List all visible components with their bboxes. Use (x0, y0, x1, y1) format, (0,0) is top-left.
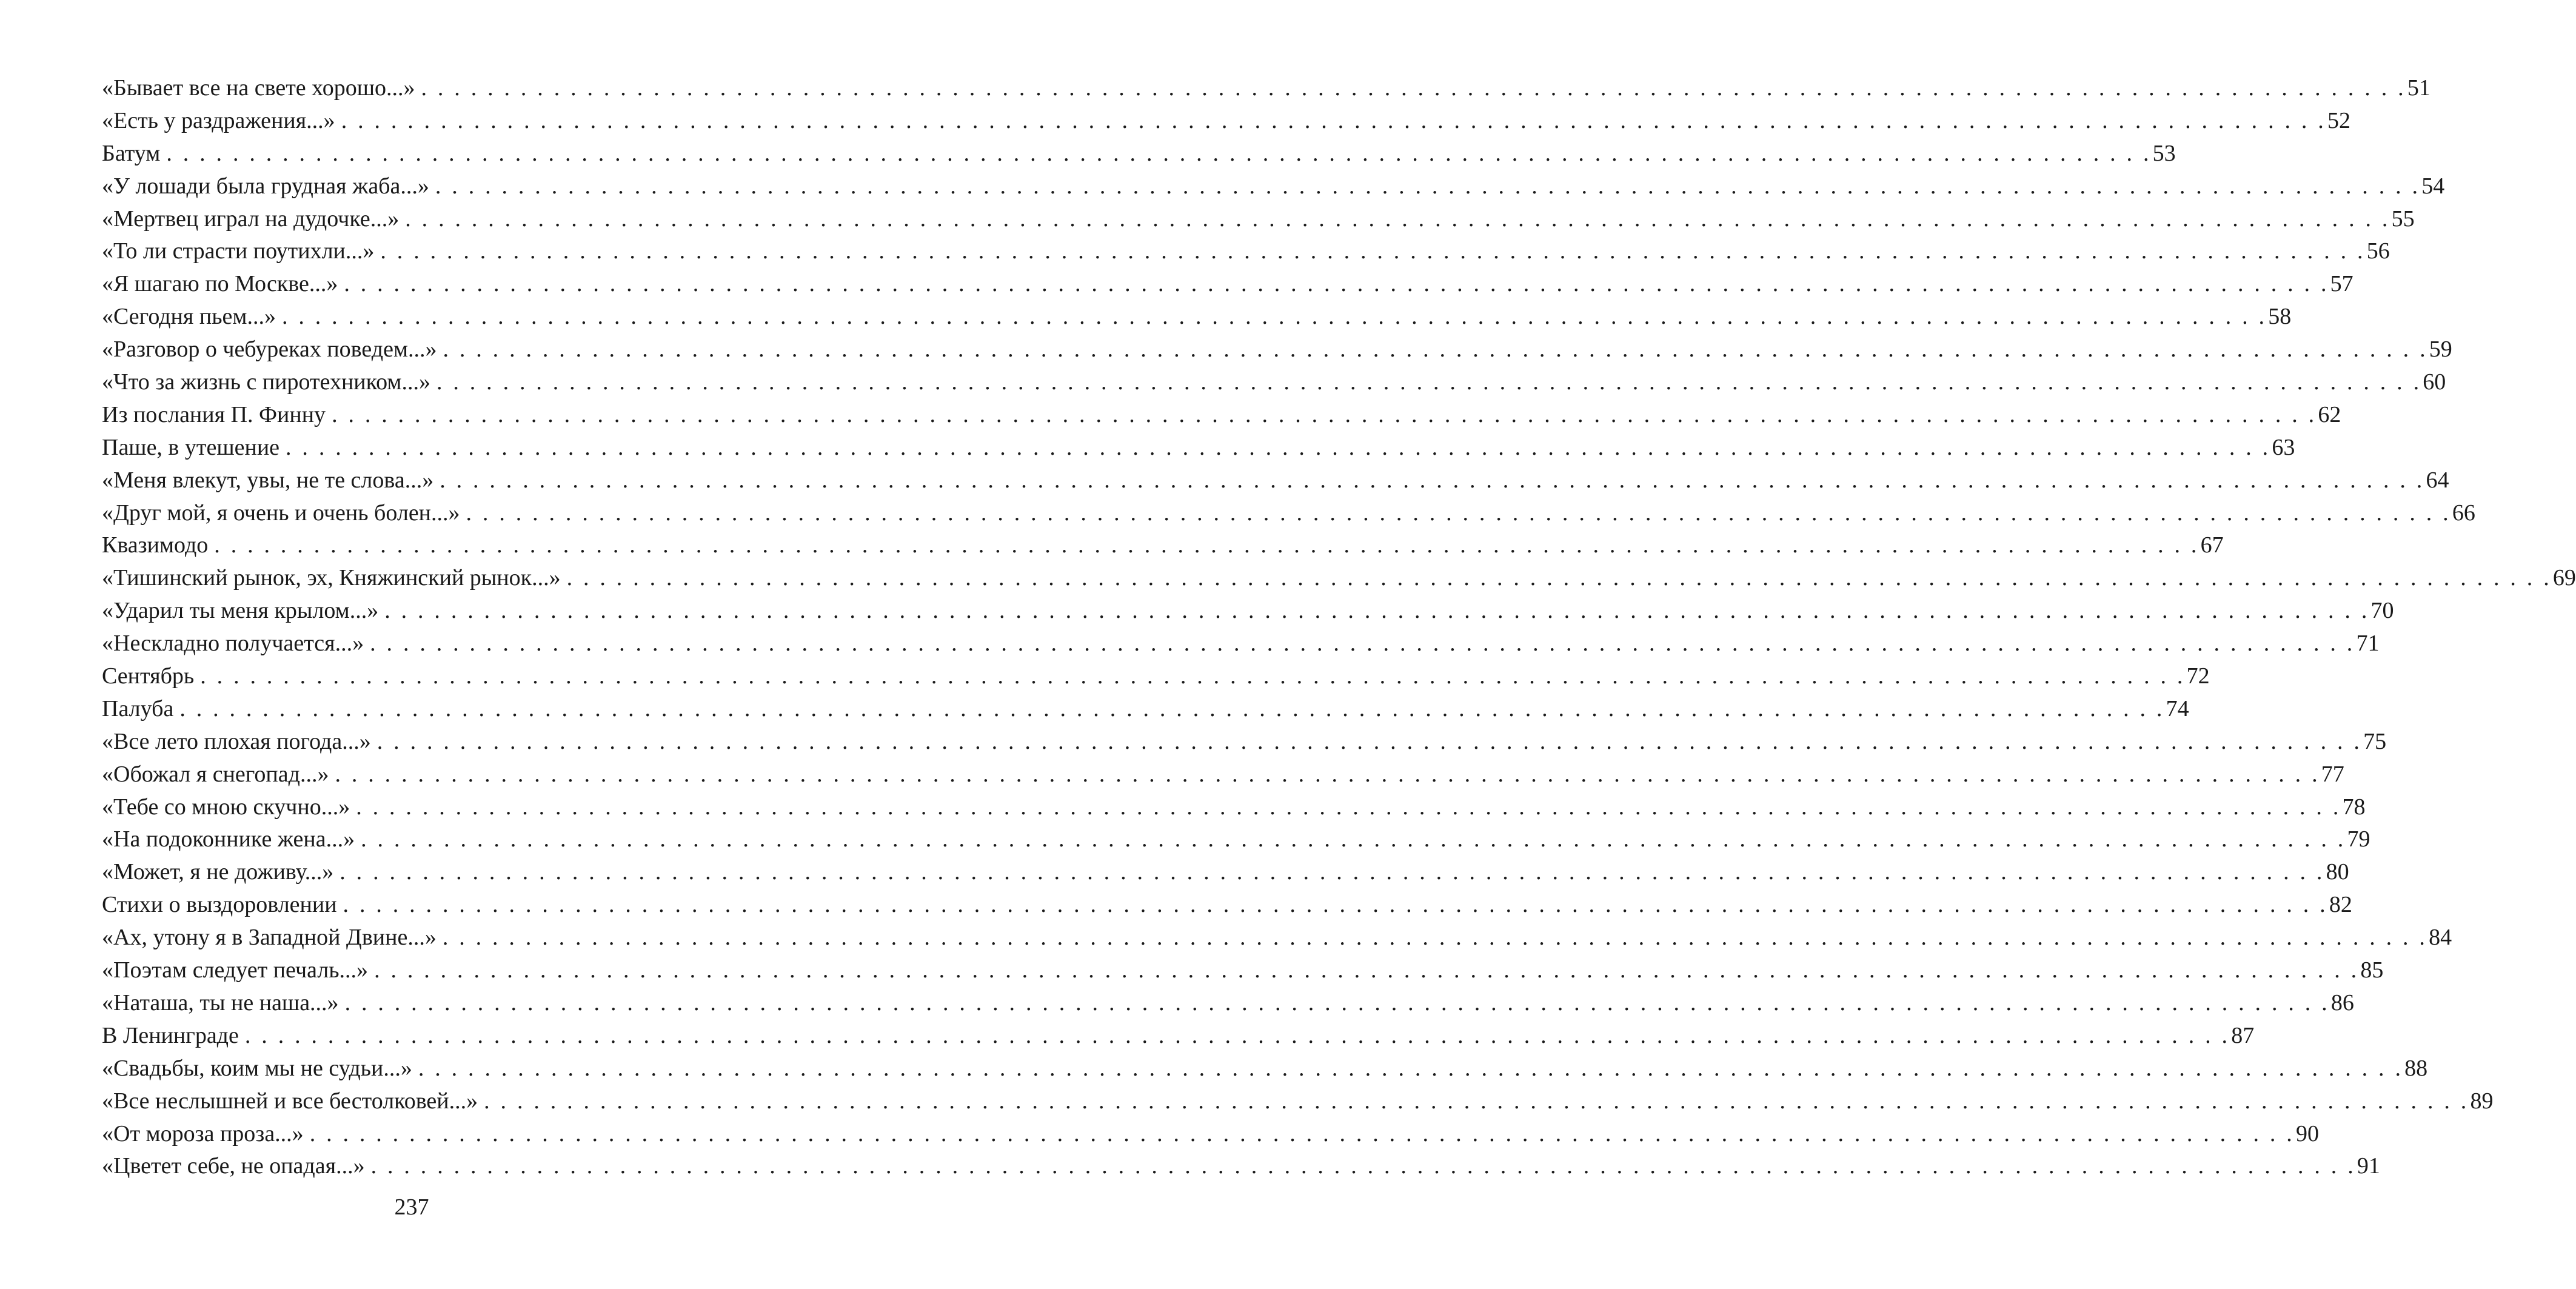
toc-entry-title: «Меня влекут, увы, не те слова...» (102, 467, 434, 493)
toc-entry (102, 856, 2349, 889)
toc-entry-page-number: 55 (2391, 206, 2415, 232)
toc-entry-title: «Есть у раздражения...» (102, 107, 335, 133)
toc-entry-title: «Что за жизнь с пиротехником...» (102, 369, 430, 395)
toc-entry (102, 497, 2475, 530)
toc-entry-title: Из послания П. Финну (102, 401, 326, 427)
toc-entry (102, 595, 2394, 628)
toc-entry-page-number: 62 (2318, 401, 2341, 427)
toc-entry-page-number: 78 (2342, 794, 2366, 820)
toc-entry-page-number: 74 (2166, 695, 2189, 722)
dot-leader: . . . . . . . . . . . . . . . . . . . . . . . . . . . . . . . . . . . . . . . . . . . . . . . . . . . . . . . . . . . . . . . . . . . . . . . . . . . . . . . . . . . . . . . . . . . . . . . . . . . . . . . . . . . . . . . . . . . . . . . . (442, 925, 2428, 951)
toc-entry-page-number: 57 (2330, 271, 2354, 297)
toc-entry-title: «Свадьбы, коим мы не судьи...» (102, 1055, 412, 1081)
toc-entry (102, 889, 2352, 922)
dot-leader: . . . . . . . . . . . . . . . . . . . . . . . . . . . . . . . . . . . . . . . . . . . . . . . . . . . . . . . . . . . . . . . . . . . . . . . . . . . . . . . . . . . . . . . . . . . . . . . . . . . . . . . . . . . . . . . . . . . . . . . . (332, 401, 2317, 427)
dot-leader: . . . . . . . . . . . . . . . . . . . . . . . . . . . . . . . . . . . . . . . . . . . . . . . . . . . . . . . . . . . . . . . . . . . . . . . . . . . . . . . . . . . . . . . . . . . . . . . . . . . . . . . . . . . . . . . . . . . . . . . . (356, 794, 2341, 820)
toc-entry-page-number: 56 (2366, 238, 2390, 264)
toc-entry-title: Стихи о выздоровлении (102, 892, 337, 918)
dot-leader: . . . . . . . . . . . . . . . . . . . . . . . . . . . . . . . . . . . . . . . . . . . . . . . . . . . . . . . . . . . . . . . . . . . . . . . . . . . . . . . . . . . . . . . . . . . . . . . . . . . . . . . . . . . . . . . . . . . . . . . . (343, 892, 2328, 918)
toc-entry-page-number: 53 (2152, 140, 2176, 166)
dot-leader: . . . . . . . . . . . . . . . . . . . . . . . . . . . . . . . . . . . . . . . . . . . . . . . . . . . . . . . . . . . . . . . . . . . . . . . . . . . . . . . . . . . . . . . . . . . . . . . . . . . . . . . . . . . . . . . . . . . . . . . . (179, 695, 2165, 722)
toc-entry (102, 1053, 2428, 1085)
toc-entry-title: «Все лето плохая погода...» (102, 728, 371, 754)
dot-leader: . . . . . . . . . . . . . . . . . . . . . . . . . . . . . . . . . . . . . . . . . . . . . . . . . . . . . . . . . . . . . . . . . . . . . . . . . . . . . . . . . . . . . . . . . . . . . . . . . . . . . . . . . . . . . . . . . . . . . . . . (374, 957, 2360, 983)
toc-entry (102, 628, 2380, 660)
toc-entry (102, 170, 2445, 203)
toc-entry-title: «Сегодня пьем...» (102, 304, 276, 330)
toc-entry (102, 366, 2446, 399)
toc-entry (102, 235, 2390, 268)
toc-entry-title: «Разговор о чебуреках поведем...» (102, 336, 437, 363)
toc-entry-title: «Мертвец играл на дудочке...» (102, 206, 400, 232)
toc-entry-page-number: 69 (2552, 565, 2576, 591)
dot-leader: . . . . . . . . . . . . . . . . . . . . . . . . . . . . . . . . . . . . . . . . . . . . . . . . . . . . . . . . . . . . . . . . . . . . . . . . . . . . . . . . . . . . . . . . . . . . . . . . . . . . . . . . . . . . . . . . . . . . . . . . (335, 761, 2320, 787)
dot-leader: . . . . . . . . . . . . . . . . . . . . . . . . . . . . . . . . . . . . . . . . . . . . . . . . . . . . . . . . . . . . . . . . . . . . . . . . . . . . . . . . . . . . . . . . . . . . . . . . . . . . . . . . . . . . . . . . . . . . . . . . (344, 271, 2329, 297)
page-number: 237 (394, 1194, 429, 1220)
toc-entry (102, 301, 2292, 333)
toc-entry-page-number: 52 (2327, 107, 2350, 133)
toc-entry (102, 72, 2430, 105)
toc-entry-title: «Обожал я снегопад...» (102, 761, 329, 787)
toc-entry-page-number: 80 (2326, 859, 2349, 885)
dot-leader: . . . . . . . . . . . . . . . . . . . . . . . . . . . . . . . . . . . . . . . . . . . . . . . . . . . . . . . . . . . . . . . . . . . . . . . . . . . . . . . . . . . . . . . . . . . . . . . . . . . . . . . . . . . . . . . . . . . . . . . . (340, 859, 2325, 885)
toc-entry (102, 660, 2210, 693)
dot-leader: . . . . . . . . . . . . . . . . . . . . . . . . . . . . . . . . . . . . . . . . . . . . . . . . . . . . . . . . . . . . . . . . . . . . . . . . . . . . . . . . . . . . . . . . . . . . . . . . . . . . . . . . . . . . . . . . . . . . . . . . (344, 989, 2330, 1016)
dot-leader: . . . . . . . . . . . . . . . . . . . . . . . . . . . . . . . . . . . . . . . . . . . . . . . . . . . . . . . . . . . . . . . . . . . . . . . . . . . . . . . . . . . . . . . . . . . . . . . . . . . . . . . . . . . . . . . . . . . . . . . . (370, 1153, 2356, 1179)
toc-entry (102, 758, 2344, 791)
toc-entry-page-number: 91 (2357, 1153, 2380, 1179)
dot-leader: . . . . . . . . . . . . . . . . . . . . . . . . . . . . . . . . . . . . . . . . . . . . . . . . . . . . . . . . . . . . . . . . . . . . . . . . . . . . . . . . . . . . . . . . . . . . . . . . . . . . . . . . . . . . . . . . . . . . . . . . (436, 369, 2422, 395)
toc-entry (102, 1020, 2255, 1053)
toc-entry-page-number: 66 (2452, 500, 2475, 526)
toc-entry-page-number: 67 (2200, 532, 2224, 558)
toc-entry-title: Паше, в утешение (102, 434, 280, 460)
toc-entry-title: «Тебе со мною скучно...» (102, 794, 350, 820)
toc-entry (102, 529, 2224, 562)
dot-leader: . . . . . . . . . . . . . . . . . . . . . . . . . . . . . . . . . . . . . . . . . . . . . . . . . . . . . . . . . . . . . . . . . . . . . . . . . . . . . . . . . . . . . . . . . . . . . . . . . . . . . . . . . . . . . . . . . . . . . . . . (566, 565, 2552, 591)
toc-entry-title: «На подоконнике жена...» (102, 826, 355, 852)
toc-entry-page-number: 72 (2186, 663, 2210, 689)
toc-entry-title: «У лошади была грудная жаба...» (102, 173, 429, 199)
toc-entry-title: Сентябрь (102, 663, 195, 689)
dot-leader: . . . . . . . . . . . . . . . . . . . . . . . . . . . . . . . . . . . . . . . . . . . . . . . . . . . . . . . . . . . . . . . . . . . . . . . . . . . . . . . . . . . . . . . . . . . . . . . . . . . . . . . . . . . . . . . . . . . . . . . . (281, 304, 2267, 330)
toc-entry (102, 138, 2176, 170)
dot-leader: . . . . . . . . . . . . . . . . . . . . . . . . . . . . . . . . . . . . . . . . . . . . . . . . . . . . . . . . . . . . . . . . . . . . . . . . . . . . . . . . . . . . . . . . . . . . . . . . . . . . . . . . . . . . . . . . . . . . . . . . (405, 206, 2390, 232)
toc-entry-page-number: 75 (2363, 728, 2387, 754)
toc-entry-title: «Поэтам следует печаль...» (102, 957, 369, 983)
dot-leader: . . . . . . . . . . . . . . . . . . . . . . . . . . . . . . . . . . . . . . . . . . . . . . . . . . . . . . . . . . . . . . . . . . . . . . . . . . . . . . . . . . . . . . . . . . . . . . . . . . . . . . . . . . . . . . . . . . . . . . . . (484, 1088, 2469, 1114)
table-of-contents (102, 72, 2576, 1183)
toc-entry (102, 105, 2350, 138)
toc-entry-page-number: 58 (2268, 304, 2292, 330)
toc-entry (102, 987, 2354, 1020)
toc-entry-title: «То ли страсти поутихли...» (102, 238, 375, 264)
toc-entry (102, 203, 2415, 236)
toc-entry-page-number: 90 (2296, 1120, 2319, 1147)
dot-leader: . . . . . . . . . . . . . . . . . . . . . . . . . . . . . . . . . . . . . . . . . . . . . . . . . . . . . . . . . . . . . . . . . . . . . . . . . . . . . . . . . . . . . . . . . . . . . . . . . . . . . . . . . . . . . . . . . . . . . . . . (214, 532, 2200, 558)
dot-leader: . . . . . . . . . . . . . . . . . . . . . . . . . . . . . . . . . . . . . . . . . . . . . . . . . . . . . . . . . . . . . . . . . . . . . . . . . . . . . . . . . . . . . . . . . . . . . . . . . . . . . . . . . . . . . . . . . . . . . . . . (244, 1022, 2230, 1048)
toc-entry-page-number: 85 (2360, 957, 2384, 983)
toc-entry-page-number: 64 (2426, 467, 2449, 493)
toc-entry-title: Палуба (102, 695, 174, 722)
dot-leader: . . . . . . . . . . . . . . . . . . . . . . . . . . . . . . . . . . . . . . . . . . . . . . . . . . . . . . . . . . . . . . . . . . . . . . . . . . . . . . . . . . . . . . . . . . . . . . . . . . . . . . . . . . . . . . . . . . . . . . . . (341, 107, 2326, 133)
dot-leader: . . . . . . . . . . . . . . . . . . . . . . . . . . . . . . . . . . . . . . . . . . . . . . . . . . . . . . . . . . . . . . . . . . . . . . . . . . . . . . . . . . . . . . . . . . . . . . . . . . . . . . . . . . . . . . . . . . . . . . . . (361, 826, 2346, 852)
dot-leader: . . . . . . . . . . . . . . . . . . . . . . . . . . . . . . . . . . . . . . . . . . . . . . . . . . . . . . . . . . . . . . . . . . . . . . . . . . . . . . . . . . . . . . . . . . . . . . . . . . . . . . . . . . . . . . . . . . . . . . . . (380, 238, 2366, 264)
dot-leader: . . . . . . . . . . . . . . . . . . . . . . . . . . . . . . . . . . . . . . . . . . . . . . . . . . . . . . . . . . . . . . . . . . . . . . . . . . . . . . . . . . . . . . . . . . . . . . . . . . . . . . . . . . . . . . . . . . . . . . . . (166, 140, 2152, 166)
toc-entry-title: «От мороза проза...» (102, 1120, 304, 1147)
dot-leader: . . . . . . . . . . . . . . . . . . . . . . . . . . . . . . . . . . . . . . . . . . . . . . . . . . . . . . . . . . . . . . . . . . . . . . . . . . . . . . . . . . . . . . . . . . . . . . . . . . . . . . . . . . . . . . . . . . . . . . . . (435, 173, 2421, 199)
toc-entry (102, 432, 2295, 464)
toc-entry-title: «Все неслышней и все бестолковей...» (102, 1088, 478, 1114)
dot-leader: . . . . . . . . . . . . . . . . . . . . . . . . . . . . . . . . . . . . . . . . . . . . . . . . . . . . . . . . . . . . . . . . . . . . . . . . . . . . . . . . . . . . . . . . . . . . . . . . . . . . . . . . . . . . . . . . . . . . . . . . (200, 663, 2186, 689)
toc-entry (102, 791, 2366, 824)
dot-leader: . . . . . . . . . . . . . . . . . . . . . . . . . . . . . . . . . . . . . . . . . . . . . . . . . . . . . . . . . . . . . . . . . . . . . . . . . . . . . . . . . . . . . . . . . . . . . . . . . . . . . . . . . . . . . . . . . . . . . . . . (421, 75, 2406, 101)
toc-entry-title: Квазимодо (102, 532, 209, 558)
toc-entry-page-number: 71 (2356, 631, 2380, 657)
toc-entry (102, 726, 2387, 758)
toc-entry (102, 399, 2341, 432)
toc-entry-title: «Друг мой, я очень и очень болен...» (102, 500, 460, 526)
toc-entry-page-number: 54 (2421, 173, 2445, 199)
dot-leader: . . . . . . . . . . . . . . . . . . . . . . . . . . . . . . . . . . . . . . . . . . . . . . . . . . . . . . . . . . . . . . . . . . . . . . . . . . . . . . . . . . . . . . . . . . . . . . . . . . . . . . . . . . . . . . . . . . . . . . . . (376, 728, 2363, 754)
toc-entry-page-number: 51 (2407, 75, 2430, 101)
dot-leader: . . . . . . . . . . . . . . . . . . . . . . . . . . . . . . . . . . . . . . . . . . . . . . . . . . . . . . . . . . . . . . . . . . . . . . . . . . . . . . . . . . . . . . . . . . . . . . . . . . . . . . . . . . . . . . . . . . . . . . . . (309, 1120, 2295, 1147)
toc-entry-page-number: 59 (2429, 336, 2452, 363)
toc-entry-page-number: 84 (2429, 925, 2452, 951)
toc-entry-page-number: 82 (2329, 892, 2352, 918)
dot-leader: . . . . . . . . . . . . . . . . . . . . . . . . . . . . . . . . . . . . . . . . . . . . . . . . . . . . . . . . . . . . . . . . . . . . . . . . . . . . . . . . . . . . . . . . . . . . . . . . . . . . . . . . . . . . . . . . . . . . . . . . (440, 467, 2425, 493)
toc-entry (102, 268, 2354, 301)
toc-entry-title: В Ленинграде (102, 1022, 239, 1048)
toc-entry-title: «Нескладно получается...» (102, 631, 364, 657)
toc-entry-page-number: 86 (2330, 989, 2354, 1016)
toc-entry-title: «Цветет себе, не опадая...» (102, 1153, 365, 1179)
toc-entry-page-number: 79 (2347, 826, 2370, 852)
toc-entry (102, 1150, 2380, 1183)
toc-entry (102, 1085, 2494, 1118)
toc-entry-page-number: 89 (2470, 1088, 2494, 1114)
dot-leader: . . . . . . . . . . . . . . . . . . . . . . . . . . . . . . . . . . . . . . . . . . . . . . . . . . . . . . . . . . . . . . . . . . . . . . . . . . . . . . . . . . . . . . . . . . . . . . . . . . . . . . . . . . . . . . . . . . . . . . . . (418, 1055, 2404, 1081)
toc-entry (102, 1118, 2319, 1151)
toc-entry-page-number: 60 (2423, 369, 2446, 395)
dot-leader: . . . . . . . . . . . . . . . . . . . . . . . . . . . . . . . . . . . . . . . . . . . . . . . . . . . . . . . . . . . . . . . . . . . . . . . . . . . . . . . . . . . . . . . . . . . . . . . . . . . . . . . . . . . . . . . . . . . . . . . . (370, 631, 2355, 657)
toc-entry-title: «Бывает все на свете хорошо...» (102, 75, 415, 101)
toc-entry-title: «Может, я не доживу...» (102, 859, 334, 885)
toc-entry-title: «Наташа, ты не наша...» (102, 989, 339, 1016)
toc-entry (102, 954, 2384, 987)
dot-leader: . . . . . . . . . . . . . . . . . . . . . . . . . . . . . . . . . . . . . . . . . . . . . . . . . . . . . . . . . . . . . . . . . . . . . . . . . . . . . . . . . . . . . . . . . . . . . . . . . . . . . . . . . . . . . . . . . . . . . . . . (443, 336, 2428, 363)
toc-entry-page-number: 77 (2321, 761, 2344, 787)
dot-leader: . . . . . . . . . . . . . . . . . . . . . . . . . . . . . . . . . . . . . . . . . . . . . . . . . . . . . . . . . . . . . . . . . . . . . . . . . . . . . . . . . . . . . . . . . . . . . . . . . . . . . . . . . . . . . . . . . . . . . . . . (286, 434, 2271, 460)
toc-entry-title: «Тишинский рынок, эх, Княжинский рынок...» (102, 565, 561, 591)
toc-entry (102, 922, 2452, 954)
dot-leader: . . . . . . . . . . . . . . . . . . . . . . . . . . . . . . . . . . . . . . . . . . . . . . . . . . . . . . . . . . . . . . . . . . . . . . . . . . . . . . . . . . . . . . . . . . . . . . . . . . . . . . . . . . . . . . . . . . . . . . . . (466, 500, 2451, 526)
toc-entry-page-number: 70 (2370, 598, 2394, 624)
toc-entry (102, 823, 2370, 856)
toc-entry (102, 333, 2452, 366)
toc-entry (102, 562, 2576, 595)
toc-entry-title: «Ах, утону я в Западной Двине...» (102, 925, 437, 951)
toc-entry (102, 693, 2189, 726)
toc-entry-title: Батум (102, 140, 161, 166)
toc-entry-page-number: 63 (2272, 434, 2295, 460)
dot-leader: . . . . . . . . . . . . . . . . . . . . . . . . . . . . . . . . . . . . . . . . . . . . . . . . . . . . . . . . . . . . . . . . . . . . . . . . . . . . . . . . . . . . . . . . . . . . . . . . . . . . . . . . . . . . . . . . . . . . . . . . (384, 598, 2370, 624)
toc-entry (102, 464, 2449, 497)
toc-entry-title: «Я шагаю по Москве...» (102, 271, 338, 297)
toc-entry-title: «Ударил ты меня крылом...» (102, 598, 379, 624)
toc-entry-page-number: 87 (2231, 1022, 2255, 1048)
toc-entry-page-number: 88 (2404, 1055, 2428, 1081)
